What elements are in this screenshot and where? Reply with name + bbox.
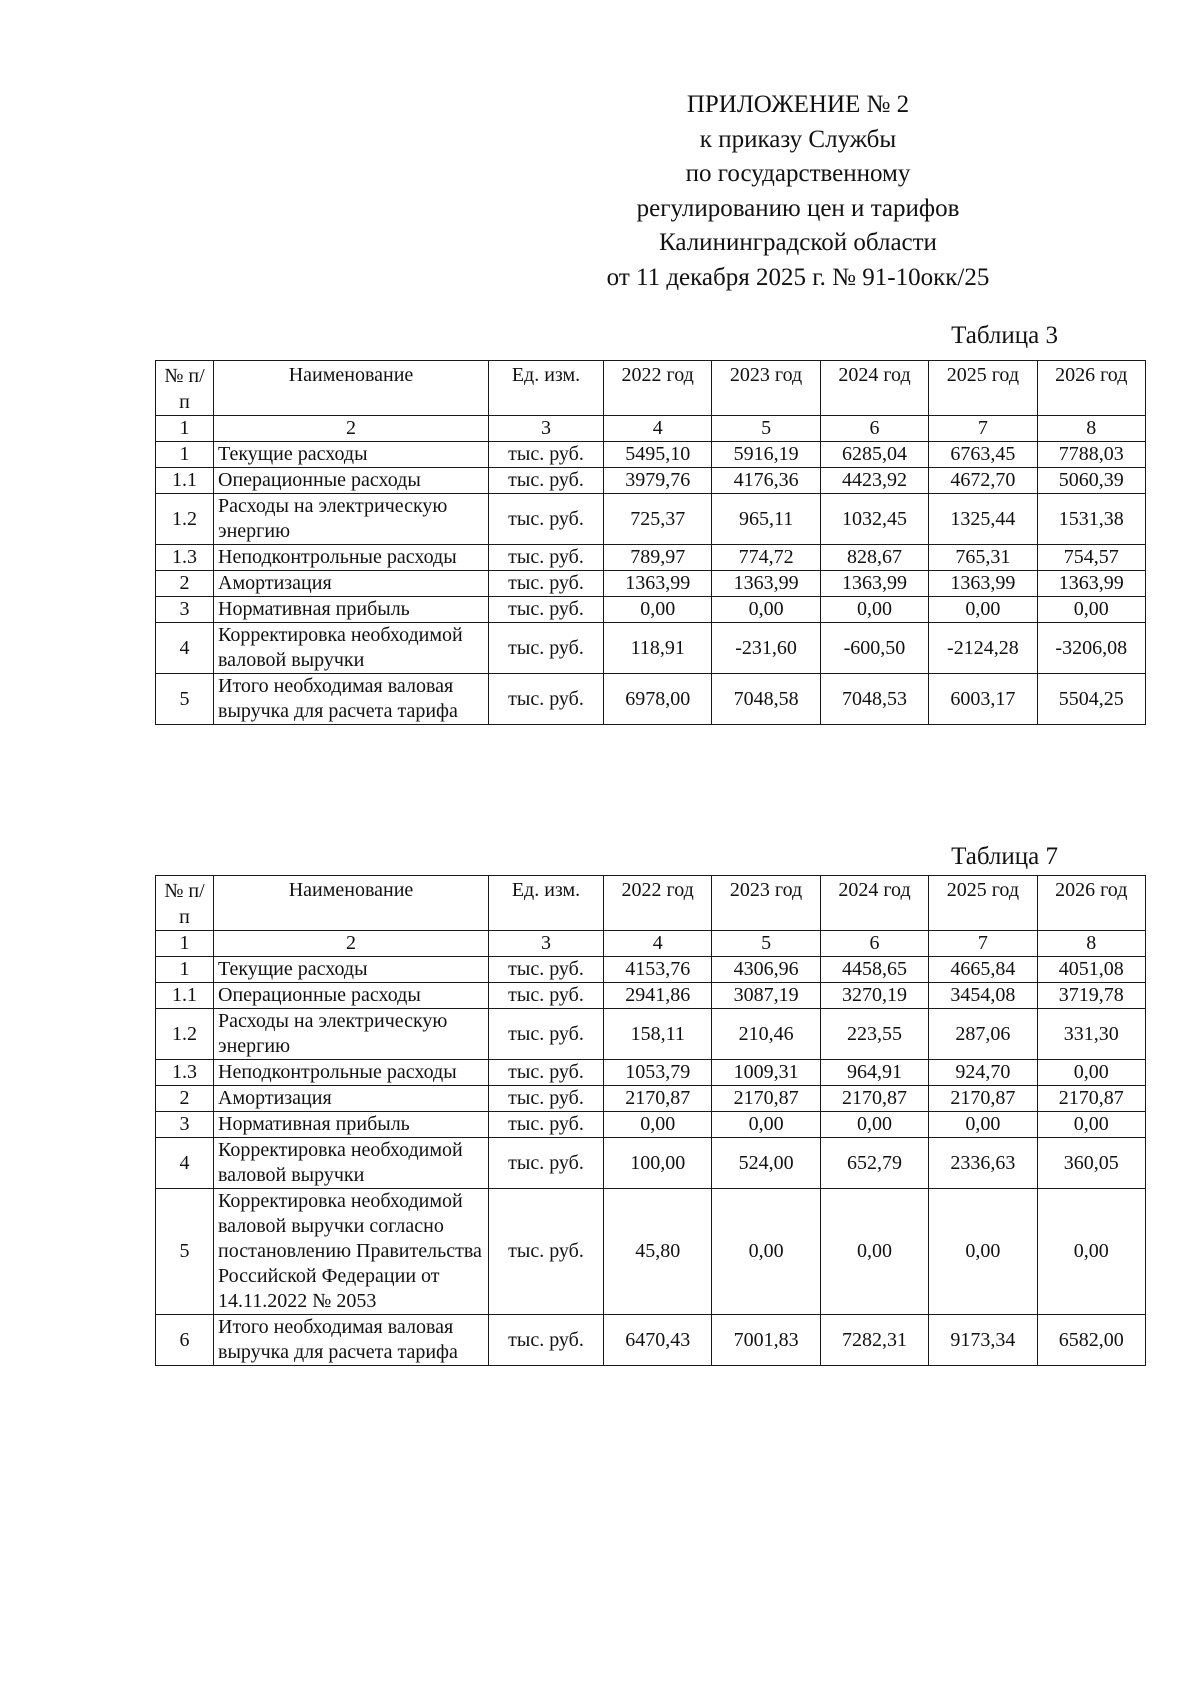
column-index: 1: [156, 931, 214, 957]
row-number: 4: [156, 623, 214, 674]
table-row: [156, 623, 1146, 674]
appendix-date-line: от 11 декабря 2025 г. № 91-10окк/25: [606, 263, 990, 291]
row-value: -2124,28: [929, 623, 1037, 674]
row-value: 287,06: [929, 1009, 1037, 1060]
row-number: 5: [156, 1189, 214, 1315]
row-name: Операционные расходы: [214, 468, 489, 494]
row-unit: тыс. руб.: [489, 571, 604, 597]
row-value: 4051,08: [1037, 957, 1145, 983]
column-index: 3: [489, 416, 604, 442]
row-value: 4672,70: [929, 468, 1037, 494]
row-value: 0,00: [820, 1112, 928, 1138]
column-index: 3: [489, 931, 604, 957]
column-header-year: 2024 год: [820, 876, 928, 931]
row-value: 924,70: [929, 1060, 1037, 1086]
row-value: 7282,31: [820, 1315, 928, 1366]
row-name: Корректировка необходимой валовой выручки согласно постановлению Правительства Российской Федерации от 14.11.2022 № 2053: [214, 1189, 489, 1315]
row-value: 2170,87: [929, 1086, 1037, 1112]
row-unit: тыс. руб.: [489, 1138, 604, 1189]
row-value: 774,72: [712, 545, 820, 571]
row-value: 158,11: [604, 1009, 712, 1060]
row-unit: тыс. руб.: [489, 1315, 604, 1366]
table-row: [156, 983, 1146, 1009]
row-unit: тыс. руб.: [489, 623, 604, 674]
table-row: [156, 1189, 1146, 1315]
row-value: 7048,58: [712, 674, 820, 725]
column-header-name: Наименование: [214, 876, 489, 931]
row-name: Текущие расходы: [214, 442, 489, 468]
row-unit: тыс. руб.: [489, 1009, 604, 1060]
row-number: 4: [156, 1138, 214, 1189]
appendix-line: Калининградской области: [659, 229, 937, 256]
row-value: 3454,08: [929, 983, 1037, 1009]
row-number: 2: [156, 571, 214, 597]
row-value: 765,31: [929, 545, 1037, 571]
table-row: [156, 545, 1146, 571]
row-value: 2170,87: [604, 1086, 712, 1112]
row-unit: тыс. руб.: [489, 494, 604, 545]
row-value: 1363,99: [712, 571, 820, 597]
row-number: 1.1: [156, 983, 214, 1009]
row-number: 1.1: [156, 468, 214, 494]
row-value: 6285,04: [820, 442, 928, 468]
row-value: 0,00: [712, 597, 820, 623]
header-row: [156, 876, 1146, 931]
column-header-year: 2022 год: [604, 361, 712, 416]
row-value: 223,55: [820, 1009, 928, 1060]
row-value: 4665,84: [929, 957, 1037, 983]
row-value: 0,00: [820, 597, 928, 623]
row-value: 6763,45: [929, 442, 1037, 468]
row-name: Корректировка необходимой валовой выручки: [214, 1138, 489, 1189]
row-name: Итого необходимая валовая выручка для расчета тарифа: [214, 674, 489, 725]
appendix-header: [538, 88, 1058, 295]
row-unit: тыс. руб.: [489, 468, 604, 494]
row-value: 1363,99: [820, 571, 928, 597]
row-value: 7048,53: [820, 674, 928, 725]
column-index: 5: [712, 931, 820, 957]
column-index: 4: [604, 416, 712, 442]
column-index: 8: [1037, 931, 1145, 957]
table-row: [156, 674, 1146, 725]
row-value: 1363,99: [604, 571, 712, 597]
index-row: [156, 416, 1146, 442]
column-header-num: № п/п: [156, 876, 214, 931]
row-name: Нормативная прибыль: [214, 597, 489, 623]
column-index: 5: [712, 416, 820, 442]
column-index: 1: [156, 416, 214, 442]
row-value: 524,00: [712, 1138, 820, 1189]
row-value: 0,00: [604, 1112, 712, 1138]
row-value: 3270,19: [820, 983, 928, 1009]
row-name: Текущие расходы: [214, 957, 489, 983]
column-index: 8: [1037, 416, 1145, 442]
row-value: 4153,76: [604, 957, 712, 983]
appendix-line: к приказу Службы: [699, 125, 897, 153]
column-header-year: 2023 год: [712, 361, 820, 416]
column-index: 2: [214, 931, 489, 957]
column-index: 7: [929, 931, 1037, 957]
table-row: [156, 957, 1146, 983]
row-value: 1053,79: [604, 1060, 712, 1086]
row-name: Нормативная прибыль: [214, 1112, 489, 1138]
column-header-unit: Ед. изм.: [489, 361, 604, 416]
column-header-name: Наименование: [214, 361, 489, 416]
table-row: [156, 1315, 1146, 1366]
table-row: [156, 1112, 1146, 1138]
row-number: 5: [156, 674, 214, 725]
row-value: 1009,31: [712, 1060, 820, 1086]
row-value: 2170,87: [712, 1086, 820, 1112]
appendix-title: ПРИЛОЖЕНИЕ № 2: [686, 91, 910, 118]
row-value: 828,67: [820, 545, 928, 571]
table-7: [155, 875, 1146, 1366]
row-unit: тыс. руб.: [489, 674, 604, 725]
row-number: 6: [156, 1315, 214, 1366]
row-value: 3719,78: [1037, 983, 1145, 1009]
row-value: 0,00: [1037, 597, 1145, 623]
row-value: 0,00: [929, 597, 1037, 623]
table-row: [156, 1060, 1146, 1086]
row-number: 1: [156, 957, 214, 983]
row-name: Итого необходимая валовая выручка для расчета тарифа: [214, 1315, 489, 1366]
row-value: 5060,39: [1037, 468, 1145, 494]
row-value: 5504,25: [1037, 674, 1145, 725]
column-header-year: 2026 год: [1037, 876, 1145, 931]
column-header-year: 2025 год: [929, 361, 1037, 416]
row-value: 6470,43: [604, 1315, 712, 1366]
column-index: 6: [820, 931, 928, 957]
row-value: 0,00: [712, 1112, 820, 1138]
row-value: 0,00: [820, 1189, 928, 1315]
table-row: [156, 468, 1146, 494]
row-value: 0,00: [929, 1189, 1037, 1315]
row-value: 1032,45: [820, 494, 928, 545]
row-value: 0,00: [712, 1189, 820, 1315]
row-value: 2941,86: [604, 983, 712, 1009]
table-7-body: [156, 876, 1146, 1366]
row-value: 118,91: [604, 623, 712, 674]
column-header-year: 2023 год: [712, 876, 820, 931]
table-row: [156, 597, 1146, 623]
row-value: 4176,36: [712, 468, 820, 494]
column-index: 7: [929, 416, 1037, 442]
row-value: 5495,10: [604, 442, 712, 468]
table-3-title: Таблица 3: [951, 322, 1058, 349]
column-index: 6: [820, 416, 928, 442]
row-value: 652,79: [820, 1138, 928, 1189]
row-value: 6978,00: [604, 674, 712, 725]
row-value: 1325,44: [929, 494, 1037, 545]
index-row: [156, 931, 1146, 957]
row-unit: тыс. руб.: [489, 442, 604, 468]
row-value: 754,57: [1037, 545, 1145, 571]
row-value: 6582,00: [1037, 1315, 1145, 1366]
row-unit: тыс. руб.: [489, 1086, 604, 1112]
row-value: 3979,76: [604, 468, 712, 494]
table-row: [156, 494, 1146, 545]
row-value: 7001,83: [712, 1315, 820, 1366]
row-name: Неподконтрольные расходы: [214, 1060, 489, 1086]
column-index: 2: [214, 416, 489, 442]
row-value: 4306,96: [712, 957, 820, 983]
table-3-body: [156, 361, 1146, 725]
row-value: 1363,99: [1037, 571, 1145, 597]
row-value: -231,60: [712, 623, 820, 674]
column-header-num: № п/п: [156, 361, 214, 416]
row-value: 0,00: [604, 597, 712, 623]
column-index: 4: [604, 931, 712, 957]
row-value: 6003,17: [929, 674, 1037, 725]
row-value: 965,11: [712, 494, 820, 545]
row-unit: тыс. руб.: [489, 597, 604, 623]
row-unit: тыс. руб.: [489, 1189, 604, 1315]
row-unit: тыс. руб.: [489, 983, 604, 1009]
row-value: 0,00: [1037, 1060, 1145, 1086]
row-name: Расходы на электрическую энергию: [214, 494, 489, 545]
row-name: Операционные расходы: [214, 983, 489, 1009]
row-name: Амортизация: [214, 1086, 489, 1112]
header-row: [156, 361, 1146, 416]
row-number: 1.3: [156, 545, 214, 571]
row-value: 210,46: [712, 1009, 820, 1060]
appendix-line: регулированию цен и тарифов: [636, 194, 960, 222]
row-value: 100,00: [604, 1138, 712, 1189]
row-unit: тыс. руб.: [489, 545, 604, 571]
appendix-line: по государственному: [685, 160, 911, 187]
row-name: Расходы на электрическую энергию: [214, 1009, 489, 1060]
row-name: Корректировка необходимой валовой выручки: [214, 623, 489, 674]
row-number: 1.2: [156, 1009, 214, 1060]
row-value: 4423,92: [820, 468, 928, 494]
row-number: 1.3: [156, 1060, 214, 1086]
column-header-year: 2026 год: [1037, 361, 1145, 416]
column-header-year: 2024 год: [820, 361, 928, 416]
row-value: 9173,34: [929, 1315, 1037, 1366]
row-value: 2170,87: [1037, 1086, 1145, 1112]
column-header-year: 2025 год: [929, 876, 1037, 931]
row-value: 5916,19: [712, 442, 820, 468]
row-number: 2: [156, 1086, 214, 1112]
column-header-year: 2022 год: [604, 876, 712, 931]
row-value: -3206,08: [1037, 623, 1145, 674]
row-unit: тыс. руб.: [489, 957, 604, 983]
row-value: 4458,65: [820, 957, 928, 983]
row-value: 1531,38: [1037, 494, 1145, 545]
row-unit: тыс. руб.: [489, 1060, 604, 1086]
row-name: Амортизация: [214, 571, 489, 597]
row-value: 45,80: [604, 1189, 712, 1315]
table-7-title: Таблица 7: [951, 843, 1058, 870]
row-value: 1363,99: [929, 571, 1037, 597]
row-name: Неподконтрольные расходы: [214, 545, 489, 571]
row-value: 2336,63: [929, 1138, 1037, 1189]
table-row: [156, 442, 1146, 468]
table-row: [156, 1009, 1146, 1060]
row-value: 360,05: [1037, 1138, 1145, 1189]
row-value: 7788,03: [1037, 442, 1145, 468]
row-value: 0,00: [929, 1112, 1037, 1138]
row-value: 725,37: [604, 494, 712, 545]
table-row: [156, 1138, 1146, 1189]
row-number: 1: [156, 442, 214, 468]
row-value: 2170,87: [820, 1086, 928, 1112]
row-value: 0,00: [1037, 1189, 1145, 1315]
column-header-unit: Ед. изм.: [489, 876, 604, 931]
row-value: 789,97: [604, 545, 712, 571]
row-number: 3: [156, 1112, 214, 1138]
row-value: 0,00: [1037, 1112, 1145, 1138]
table-row: [156, 571, 1146, 597]
row-value: 331,30: [1037, 1009, 1145, 1060]
table-3: [155, 360, 1146, 725]
row-unit: тыс. руб.: [489, 1112, 604, 1138]
row-value: 964,91: [820, 1060, 928, 1086]
row-number: 3: [156, 597, 214, 623]
row-number: 1.2: [156, 494, 214, 545]
row-value: -600,50: [820, 623, 928, 674]
row-value: 3087,19: [712, 983, 820, 1009]
table-row: [156, 1086, 1146, 1112]
